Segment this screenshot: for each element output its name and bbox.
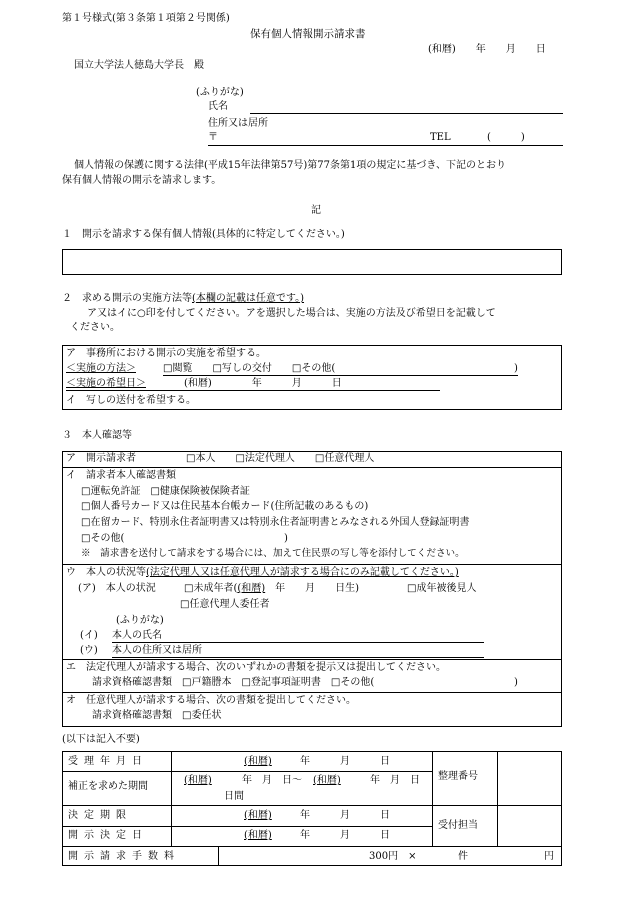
- divider: [62, 692, 562, 693]
- method-close: ): [514, 363, 518, 374]
- reference-number-label: 整理番号: [438, 771, 478, 782]
- id-doc-other[interactable]: □その他(: [81, 533, 125, 544]
- intro-line-1: 個人情報の保護に関する法律(平成15年法律第57号)第77条第1項の規定に基づき、下記のとおり: [74, 160, 506, 171]
- person-status-text: ウ 本人の状況等: [66, 567, 146, 578]
- divider: [62, 659, 562, 660]
- person-name-num: (イ): [80, 630, 98, 641]
- agent-principal-checkbox[interactable]: □任意代理人委任者: [180, 599, 270, 610]
- legal-rep-docs[interactable]: 請求資格確認書類 □戸籍謄本 □登記事項証明書 □その他(: [92, 677, 375, 688]
- adult-ward-checkbox[interactable]: □成年被後見人: [407, 583, 477, 594]
- postal-mark: 〒: [208, 132, 218, 143]
- received-wareki: (和暦): [244, 756, 272, 767]
- section3-title: ３ 本人確認等: [62, 430, 132, 441]
- requester-options[interactable]: □本人 □法定代理人 □任意代理人: [186, 453, 375, 464]
- applicant-furigana-label: (ふりがな): [196, 87, 244, 98]
- agent-docs[interactable]: 請求資格確認書類 □委任状: [92, 710, 222, 721]
- person-address-num: (ウ): [80, 645, 98, 656]
- id-doc-residence[interactable]: □在留カード、特別永住者証明書又は特別永住者証明書とみなされる外国人登録証明書: [81, 517, 470, 528]
- person-status-note: (法定代理人又は任意代理人が請求する場合にのみ記載してください。): [146, 567, 459, 578]
- deadline-date: 年 月 日: [300, 810, 390, 821]
- deadline-wareki: (和暦): [244, 810, 272, 821]
- received-date: 年 月 日: [300, 756, 390, 767]
- minor-text: □未成年者(: [184, 583, 238, 594]
- option-a-office[interactable]: ア 事務所における開示の実施を希望する。: [66, 348, 266, 359]
- tel-label: TEL: [430, 132, 451, 143]
- id-doc-note: ※ 請求書を送付して請求をする場合には、加えて住民票の写し等を添付してください。: [81, 548, 465, 559]
- applicant-name-field[interactable]: [250, 113, 563, 114]
- decision-deadline-label: 決定期限: [68, 810, 132, 821]
- desired-date-field[interactable]: (和暦) 年 月 日: [184, 378, 342, 389]
- method-options[interactable]: □閲覧 □写しの交付 □その他(: [163, 363, 336, 374]
- correction-days: 日間: [224, 791, 244, 802]
- section2-title-text: ２ 求める開示の実施方法等: [62, 293, 192, 304]
- table-rule: [497, 751, 498, 846]
- section2-note-2: ください。: [70, 322, 120, 333]
- person-name-field[interactable]: [112, 642, 484, 643]
- agent-note: オ 任意代理人が請求する場合、次の書類を提出してください。: [66, 695, 356, 706]
- person-state-label: (ア) 本人の状況: [78, 583, 156, 594]
- person-address-label: 本人の住所又は居所: [112, 645, 202, 656]
- divider: [62, 564, 562, 565]
- applicant-address-label: 住所又は居所: [208, 118, 268, 129]
- case-count-unit: 件: [458, 851, 468, 862]
- method-label: ＜実施の方法＞: [66, 363, 136, 374]
- correction-from: 年 月 日～: [242, 775, 302, 786]
- addressee: 国立大学法人徳島大学長 殿: [74, 60, 204, 71]
- applicant-address-field[interactable]: [208, 145, 563, 146]
- form-title: 保有個人情報開示請求書: [250, 28, 366, 40]
- applicant-name-label: 氏名: [208, 101, 228, 112]
- received-date-label: 受理年月日: [68, 756, 148, 767]
- disclosure-decision-label: 開示決定日: [68, 830, 148, 841]
- table-rule: [62, 771, 432, 772]
- legal-rep-note: エ 法定代理人が請求する場合、次のいずれかの書類を提示又は提出してください。: [66, 662, 446, 673]
- form-number: 第１号様式(第３条第１項第２号関係): [62, 13, 230, 24]
- person-name-label: 本人の氏名: [112, 630, 162, 641]
- requester-label: ア 開示請求者: [66, 453, 136, 464]
- table-rule: [62, 826, 432, 827]
- office-caption: (以下は記入不要): [62, 734, 140, 745]
- correction-wareki-2: (和暦): [313, 775, 341, 786]
- correction-period-label: 補正を求めた期間: [68, 781, 148, 792]
- ki-heading: 記: [311, 205, 321, 216]
- submission-date: (和暦) 年 月 日: [428, 44, 546, 55]
- section2-optional-note: (本欄の記載は任意です。): [192, 293, 305, 304]
- tel-field[interactable]: ( ): [487, 132, 525, 143]
- fee-label: 開示請求手数料: [68, 851, 180, 862]
- id-doc-other-close: ): [284, 533, 288, 544]
- person-address-field[interactable]: [112, 657, 484, 658]
- date-label: ＜実施の希望日＞: [66, 378, 146, 389]
- minor-wareki: (和暦): [237, 583, 266, 594]
- divider: [62, 467, 562, 468]
- section2-title: [62, 293, 304, 306]
- table-rule: [62, 846, 562, 847]
- section1-title: １ 開示を請求する保有個人情報(具体的に特定してください。): [62, 229, 345, 240]
- fee-per-case: 300円 ×: [369, 851, 417, 862]
- decision-date: 年 月 日: [300, 830, 390, 841]
- requested-info-field[interactable]: [62, 249, 562, 275]
- option-i-mail[interactable]: イ 写しの送付を希望する。: [66, 395, 196, 406]
- id-doc-mynumber[interactable]: □個人番号カード又は住民基本台帳カード(住所記載のあるもの): [81, 501, 369, 512]
- fee-yen-unit: 円: [544, 851, 554, 862]
- table-rule: [171, 751, 172, 846]
- person-status-label: [66, 567, 459, 580]
- decision-wareki: (和暦): [244, 830, 272, 841]
- minor-birth: 年 月 日生): [265, 583, 360, 594]
- person-furigana-label: (ふりがな): [116, 615, 164, 626]
- id-doc-license[interactable]: □運転免許証 □健康保険被保険者証: [81, 486, 250, 497]
- method-underline: [163, 375, 518, 376]
- table-rule: [432, 751, 433, 846]
- reception-staff-label: 受付担当: [438, 820, 478, 831]
- id-docs-label: イ 請求者本人確認書類: [66, 470, 176, 481]
- correction-wareki-1: (和暦): [184, 775, 212, 786]
- minor-checkbox[interactable]: [184, 583, 359, 596]
- correction-to: 年 月 日: [370, 775, 420, 786]
- table-rule: [62, 805, 562, 806]
- table-rule: [218, 846, 219, 866]
- legal-rep-close: ): [514, 677, 518, 688]
- section2-note-1: ア又はイに○印を付してください。アを選択した場合は、実施の方法及び希望日を記載して: [87, 308, 496, 319]
- date-underline: [66, 390, 440, 391]
- intro-line-2: 保有個人情報の開示を請求します。: [62, 175, 222, 186]
